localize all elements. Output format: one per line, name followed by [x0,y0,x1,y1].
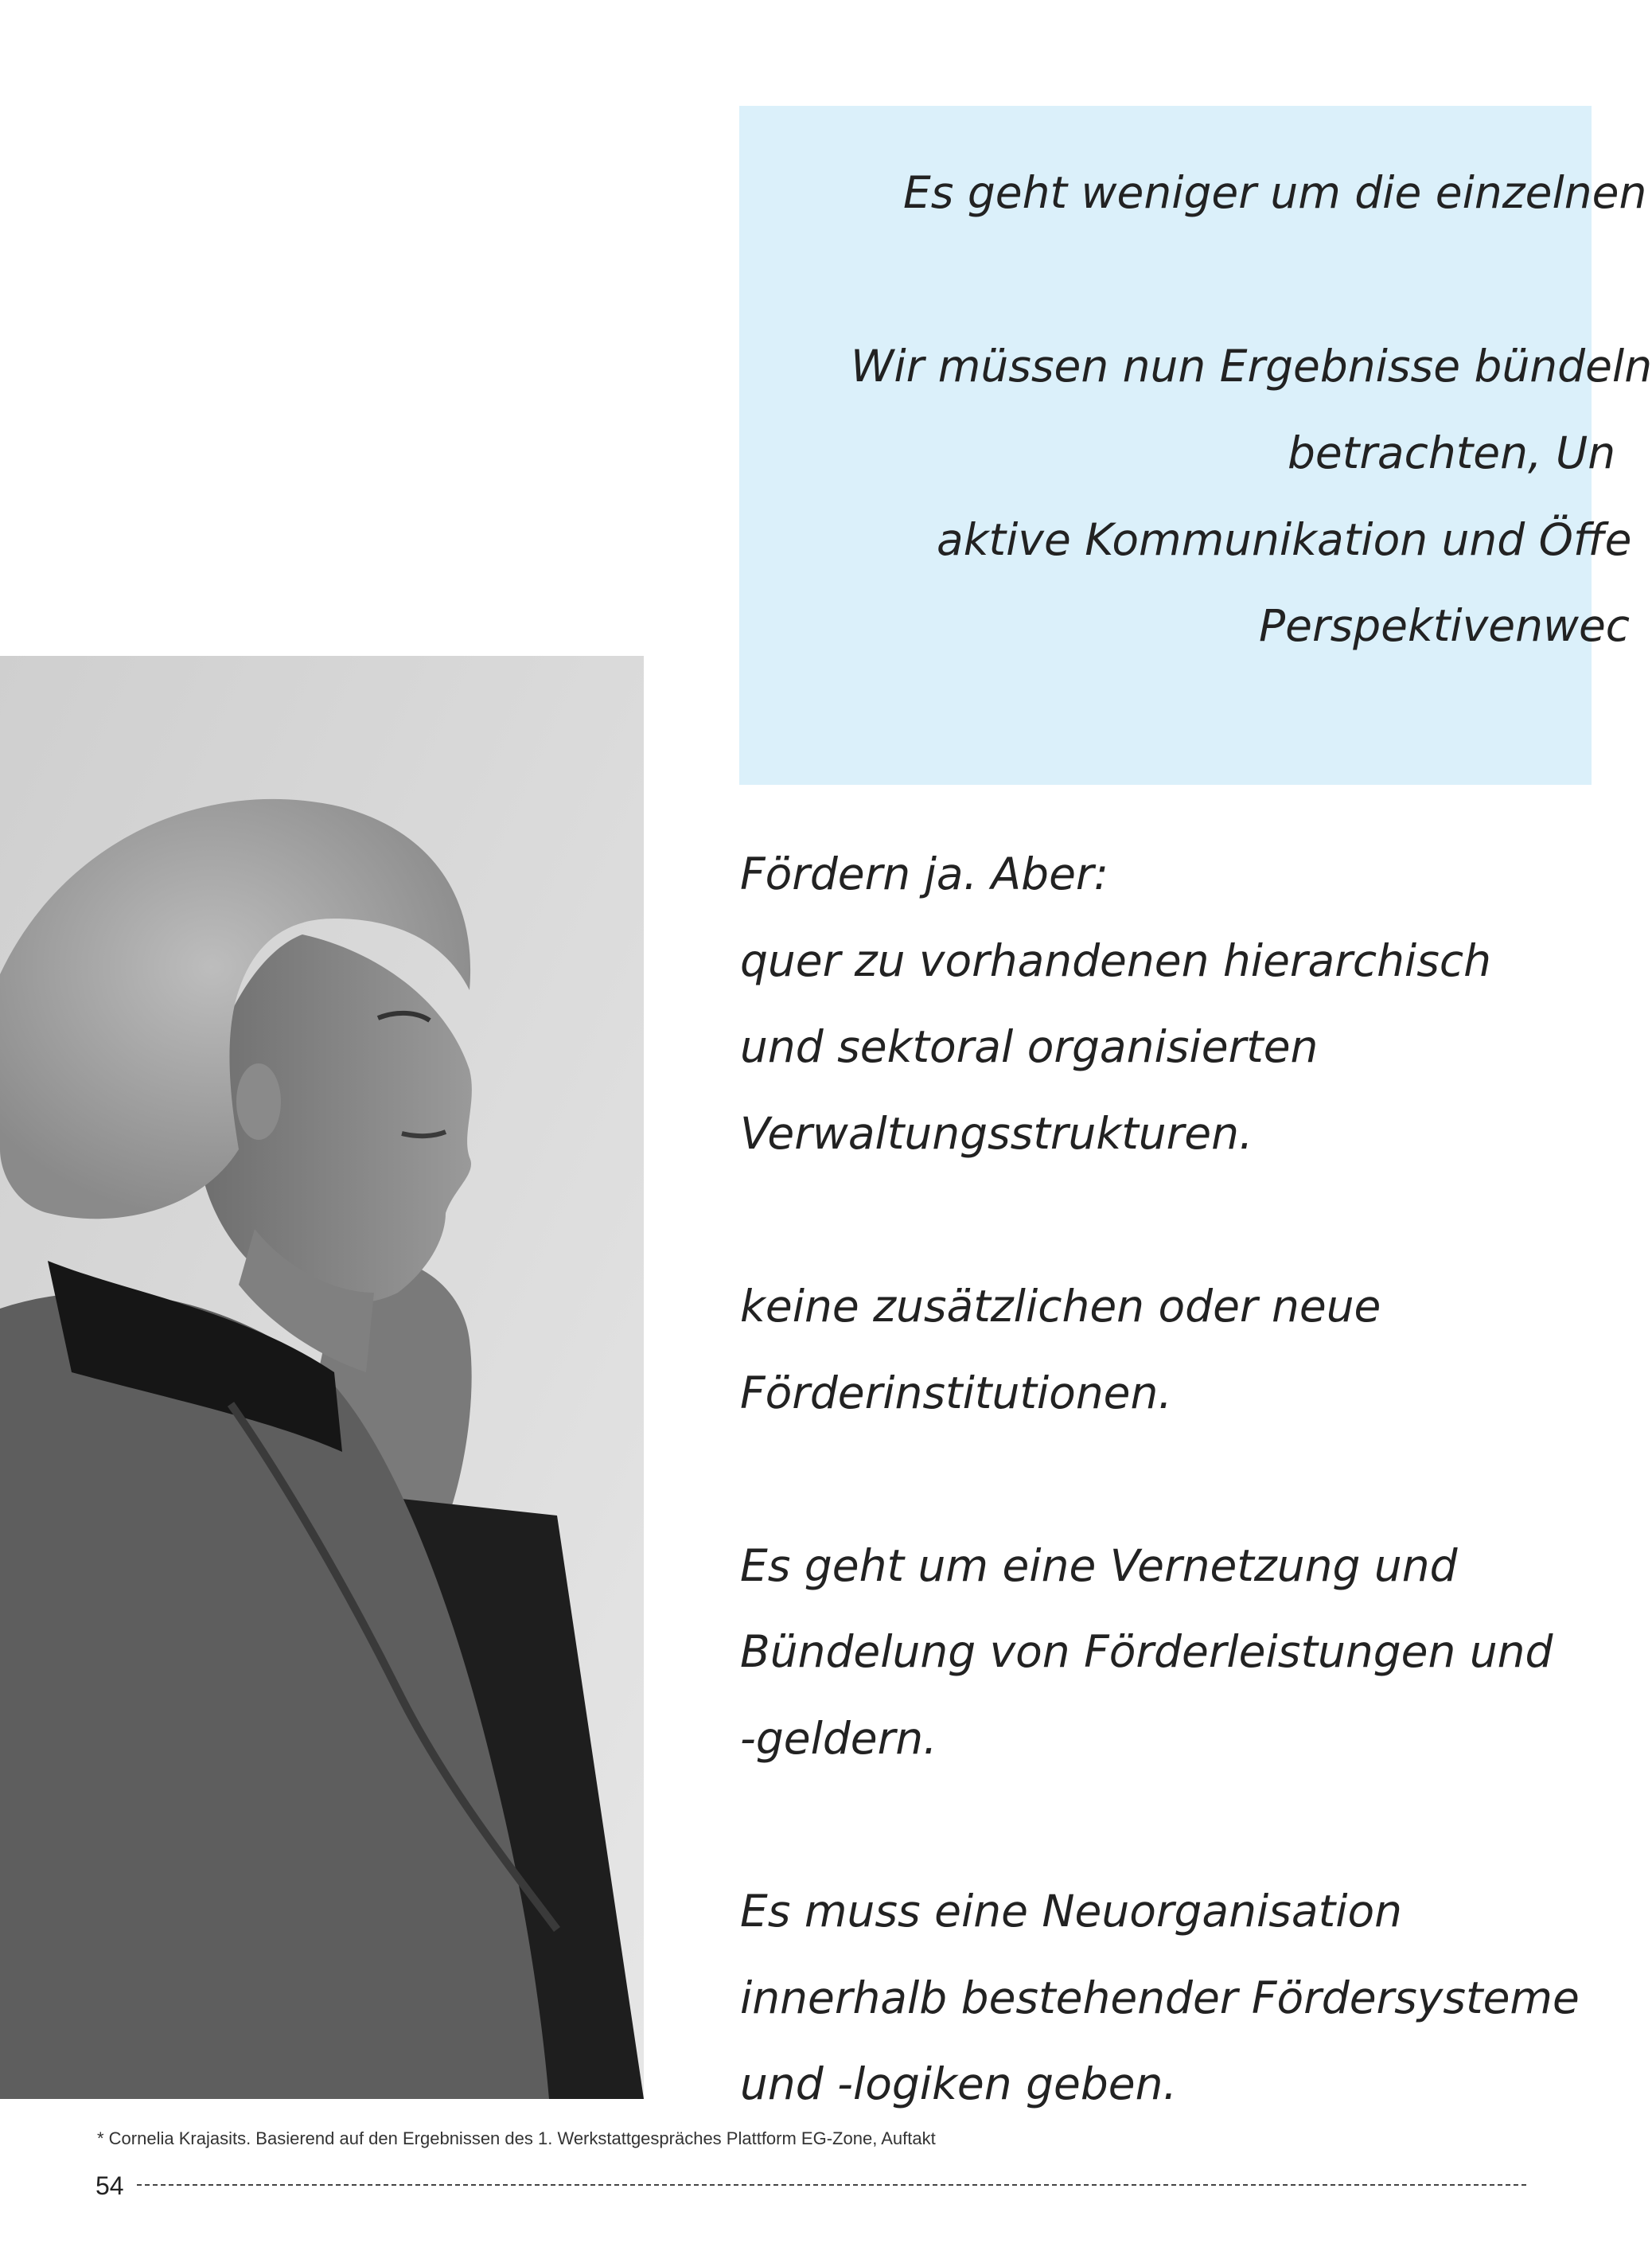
body-line: -geldern. [740,1712,937,1764]
body-line: Verwaltungsstrukturen. [740,1107,1253,1159]
body-line: und sektoral organisierten [740,1021,1319,1073]
body-line: Bündelung von Förderleistungen und [740,1626,1553,1678]
paragraph [740,1868,1580,2128]
body-line: keine zusätzlichen oder neue [740,1280,1381,1332]
quote-line: Perspektivenwec [1259,600,1631,651]
body-line: innerhalb bestehender Fördersysteme [740,1972,1580,2023]
body-line: Es geht um eine Vernetzung und [740,1539,1458,1591]
portrait-photo-icon [0,656,644,2099]
quote-line: Es geht weniger um die einzelnen [903,167,1647,218]
footnote: * Cornelia Krajasits. Basierend auf den Ergebnissen des 1. Werkstattgespräches Plattform EG-Zone, Auftakt [97,2128,936,2148]
body-line: und -logiken geben. [740,2058,1177,2110]
pull-quote-box [739,106,1652,785]
page-number: 54 [95,2171,124,2200]
paragraph [740,1523,1568,1782]
dashed-divider [137,2184,1526,2186]
quote-line: betrachten, Un [1288,427,1616,478]
quote-line: aktive Kommunikation und Öffe [937,514,1632,565]
body-line: Förderinstitutionen. [740,1367,1172,1418]
paragraph [740,1263,1568,1436]
portrait-photo [0,656,644,2099]
body-line: Fördern ja. Aber: [740,849,1109,899]
paragraph [740,831,1568,1176]
quote-line: Wir müssen nun Ergebnisse bündeln [851,341,1652,392]
body-line: Es muss eine Neuorganisation [740,1886,1402,1937]
body-text [740,831,1580,2128]
body-line: quer zu vorhandenen hierarchisch [740,934,1491,986]
